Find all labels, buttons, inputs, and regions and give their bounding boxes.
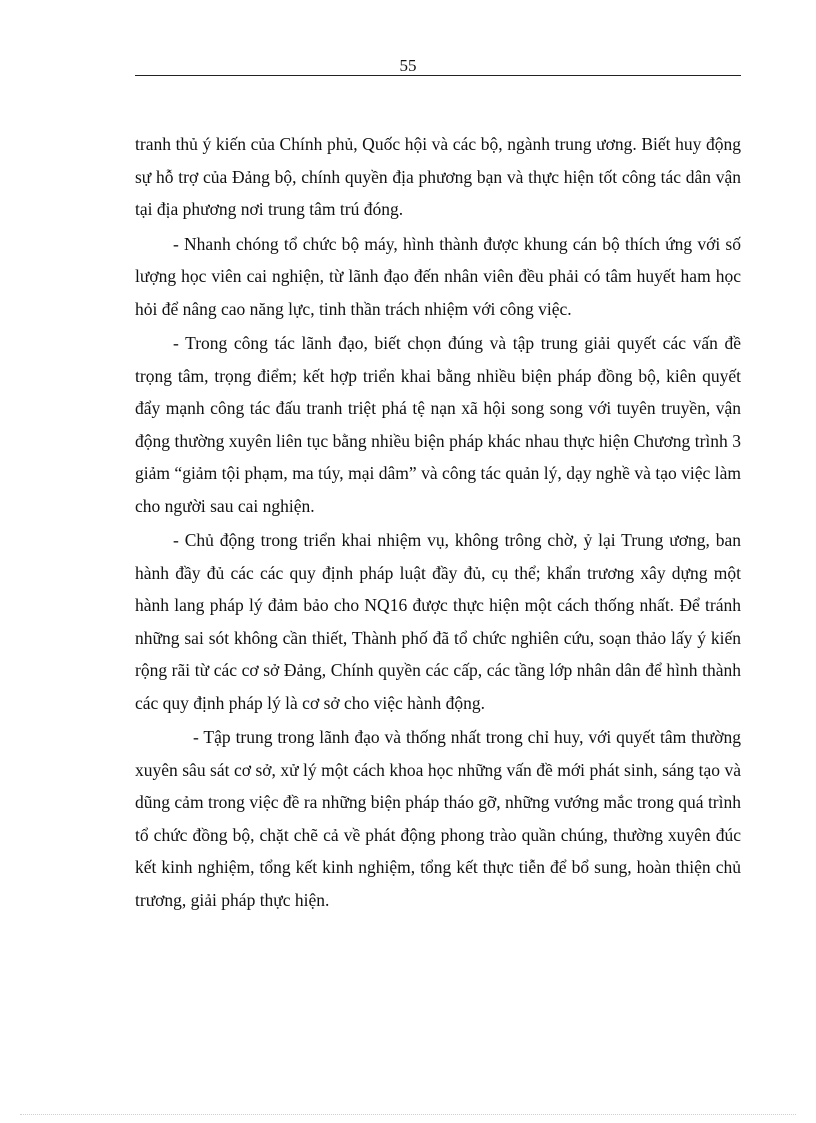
document-body xyxy=(135,128,741,916)
paragraph-5: - Tập trung trong lãnh đạo và thống nhất trong chỉ huy, với quyết tâm thường xuyên sâu sát cơ sở, xử lý một cách khoa học những vấn đề mới phát sinh, sáng tạo và dũng cảm trong việc đề ra những biện pháp tháo gỡ, những vướng mắc trong quá trình tổ chức đồng bộ, chặt chẽ cả về phát động phong trào quần chúng, thường xuyên đúc kết kinh nghiệm, tổng kết kinh nghiệm, tổng kết thực tiễn để bổ sung, hoàn thiện chủ trương, giải pháp thực hiện. xyxy=(135,727,741,910)
paragraph-2: - Nhanh chóng tổ chức bộ máy, hình thành được khung cán bộ thích ứng với số lượng học viên cai nghiện, từ lãnh đạo đến nhân viên đều phải có tâm huyết ham học hỏi để nâng cao năng lực, tinh thần trách nhiệm với công việc. xyxy=(135,233,741,319)
footer-dotted-line xyxy=(20,1114,796,1115)
header-rule xyxy=(135,75,741,76)
paragraph-3: - Trong công tác lãnh đạo, biết chọn đúng và tập trung giải quyết các vấn đề trọng tâm, trọng điểm; kết hợp triển khai bằng nhiều biện pháp đồng bộ, kiên quyết đẩy mạnh công tác đấu tranh triệt phá tệ nạn xã hội song song với tuyên truyền, vận động thường xuyên liên tục bằng nhiều biện pháp khác nhau thực hiện Chương trình 3 giảm “giảm tội phạm, ma túy, mại dâm” và công tác quản lý, dạy nghề và tạo việc làm cho người sau cai nghiện. xyxy=(135,333,741,516)
paragraph-1: tranh thủ ý kiến của Chính phủ, Quốc hội và các bộ, ngành trung ương. Biết huy động sự hỗ trợ của Đảng bộ, chính quyền địa phương bạn và thực hiện tốt công tác dân vận tại địa phương nơi trung tâm trú đóng. xyxy=(135,134,741,219)
page-number: 55 xyxy=(399,56,417,75)
paragraph-4: - Chủ động trong triển khai nhiệm vụ, không trông chờ, ỷ lại Trung ương, ban hành đầy đủ các các quy định pháp luật đầy đủ, cụ thể; khẩn trương xây dựng một hành lang pháp lý đảm bảo cho NQ16 được thực hiện một cách thống nhất. Để tránh những sai sót không cần thiết, Thành phố đã tổ chức nghiên cứu, soạn thảo lấy ý kiến rộng rãi từ các cơ sở Đảng, Chính quyền các cấp, các tầng lớp nhân dân để hình thành các quy định pháp lý là cơ sở cho việc hành động. xyxy=(135,530,741,713)
